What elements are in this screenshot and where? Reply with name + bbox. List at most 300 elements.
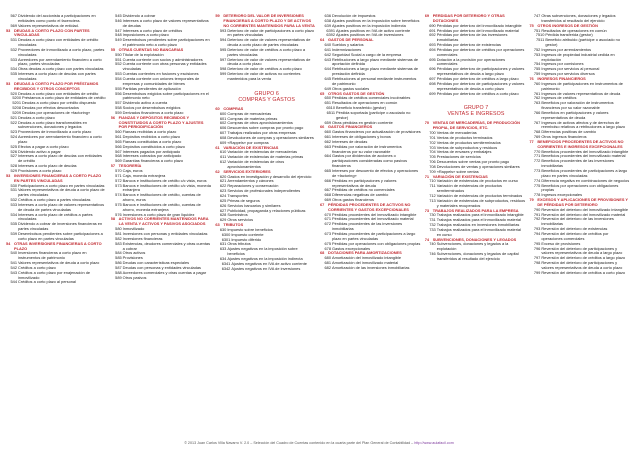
- account-label: TRABAJOS REALIZADOS PARA LA EMPRESA: [432, 207, 519, 213]
- account-label: Inversiones financieras: [122, 235, 163, 241]
- account-code: 5208: [12, 105, 21, 111]
- account-label: Sueldos y salarios: [332, 42, 364, 48]
- account-code: 671: [324, 216, 332, 222]
- account-label: Reversión del deterioro del inmovilizado intangible: [541, 206, 629, 212]
- account-code: 624: [219, 193, 227, 198]
- account-label: Provisiones a corto plazo: [18, 168, 62, 173]
- account-heading: [111, 116, 214, 131]
- account-label: Partidas pendientes de aplicación: [122, 85, 181, 91]
- account-label: Otros pasivos: [122, 274, 147, 280]
- account-label: Titular de la explotación: [122, 51, 164, 57]
- account-label: Pérdidas por deterioro de las inversiones inmobiliarias: [436, 32, 508, 43]
- account-code: 53: [6, 27, 11, 33]
- account-label: Ingresos excepcionales: [541, 192, 583, 198]
- account-code: 621: [219, 178, 227, 184]
- account-code: 544: [10, 279, 17, 285]
- account-code: 54: [6, 240, 11, 246]
- account-label: Inversiones financieras a corto plazo en instrumentos de patrimonio: [18, 250, 87, 261]
- account-label: Suministros: [227, 212, 248, 218]
- account-code: 661: [324, 134, 332, 140]
- account-label: Cuenta corriente con otras personas y entidades vinculadas: [122, 61, 207, 72]
- account-code: 795: [533, 240, 541, 246]
- account-label: Imposiciones a corto plazo: [122, 32, 169, 38]
- account-label: Ajustes positivos en IVA de inversiones: [336, 32, 404, 38]
- account-label: Pérdidas por deterioro de participaciones y valores representativos de deuda a corto plazo: [436, 80, 525, 91]
- account-label: Valores representativos de deuda a corto plazo de partes vinculadas: [18, 187, 105, 198]
- account-label: Deudas por efectos descontados: [22, 105, 79, 111]
- account-code: 527: [10, 153, 17, 159]
- account-label: Diferencia negativa en combinaciones de negocios: [541, 177, 630, 183]
- account-label: Pérdidas en participaciones y valores representativos de deuda: [332, 177, 397, 188]
- account-code: 6341: [221, 260, 231, 266]
- account-code: 567: [10, 14, 17, 18]
- account-label: Retribuciones a largo plazo mediante sistemas de prestación definida: [332, 66, 419, 77]
- account-label: Caja, moneda extranjera: [122, 172, 166, 178]
- account-code: 664: [324, 153, 332, 159]
- account-label: Ajustes negativos en IVA de inversiones: [231, 265, 301, 271]
- account-label: Beneficio atribuido (partícipe o asociado no gestor): [545, 37, 620, 48]
- account-code: 626: [219, 202, 227, 208]
- account-code: 701: [429, 134, 436, 140]
- account-label: Ingresos de valores representativos de deuda: [541, 90, 621, 96]
- account-label: Garantías financieras a corto plazo: [122, 158, 184, 164]
- account-label: Caja, euros: [122, 168, 143, 173]
- account-code: 763: [533, 100, 541, 106]
- account-label: Beneficios procedentes de participaciones a largo plazo en partes vinculadas: [541, 168, 628, 178]
- account-label: Dividendo activo a pagar: [18, 148, 61, 154]
- account-label: BENEFICIOS PROCEDENTES DE ACTIVOS NO CORRIENTES E INGRESOS EXCEPCIONALES: [537, 138, 624, 149]
- account-code: 612: [219, 159, 227, 165]
- account-code: 66: [320, 124, 325, 130]
- account-label: Inmovilizado: [122, 226, 145, 232]
- account-label: Ventas de mercaderías: [436, 130, 477, 136]
- account-label: Otras deudas a corto plazo con partes vinculadas: [18, 66, 104, 72]
- account-code: 712: [429, 193, 436, 198]
- account-code: 672: [324, 221, 332, 227]
- account-code: 74: [424, 236, 430, 242]
- account-label: Servicios bancarios y similares: [227, 202, 281, 208]
- account-label: Resultados de operaciones en común: [541, 27, 607, 33]
- account-code: 628: [219, 212, 227, 218]
- account-code: 662: [324, 138, 332, 144]
- account-label: OTROS GASTOS DE GESTIÓN: [328, 90, 385, 96]
- account-code: 699: [429, 90, 436, 96]
- account-label: Bancos e instituciones de crédito c/c vista, euros: [122, 177, 207, 183]
- account-code: 597: [219, 56, 227, 62]
- account-code: 610: [219, 149, 227, 155]
- account-label: Prestaciones de servicios: [436, 154, 481, 160]
- account-code: 607: [219, 130, 227, 136]
- account-code: 667: [324, 187, 332, 193]
- account-code: 733: [429, 226, 436, 232]
- account-label: VENTAS DE MERCADERÍAS, DE PRODUCCIÓN PROPIA, DE SERVICIOS, ETC.: [432, 120, 520, 131]
- account-code: 555: [115, 85, 122, 91]
- page-footer: [0, 441, 638, 445]
- account-label: Amortización del inmovilizado material: [332, 260, 399, 266]
- account-label: Pérdida transferida (gestor): [545, 32, 593, 38]
- account-label: Intereses a corto plazo de créditos: [122, 27, 183, 33]
- account-code: 760: [533, 80, 541, 86]
- account-label: Acreedores comerciales y otras cuentas a pagar: [122, 269, 207, 275]
- account-label: Pérdidas procedentes de las inversiones inmobiliarias: [332, 221, 403, 232]
- account-code: 638: [324, 17, 332, 23]
- account-label: Otros servicios: [227, 217, 254, 223]
- account-code: 630: [219, 226, 227, 232]
- account-code: 631: [219, 241, 227, 247]
- account-label: Subvenciones, donaciones y legados a la explotación: [436, 241, 509, 252]
- account-code: 525: [10, 143, 17, 149]
- account-code: 582: [115, 235, 122, 241]
- account-code: 791: [533, 211, 541, 217]
- account-label: Bancos e instituciones de crédito c/c vista, moneda extranjera: [122, 182, 211, 193]
- account-code: 558: [115, 105, 122, 111]
- account-label: Descuentos sobre compras por pronto pago: [227, 125, 304, 131]
- footer-link[interactable]: http://www.aulafacil.com: [414, 441, 454, 445]
- account-code: 532: [10, 46, 17, 52]
- account-label: Créditos a corto plazo al personal: [18, 279, 76, 285]
- account-code: 576: [115, 211, 122, 217]
- account-code: 5201: [12, 100, 21, 106]
- account-label: Variación de existencias de mercaderías: [227, 149, 298, 155]
- account-code: 774: [533, 177, 541, 183]
- account-label: COMPRAS: [223, 105, 244, 111]
- account-code: 769: [533, 134, 541, 140]
- account-code: 568: [115, 153, 122, 159]
- account-code: 569: [115, 158, 122, 164]
- account-code: 7510: [535, 32, 545, 38]
- account-label: Transportes: [227, 193, 248, 198]
- account-label: Servicios de profesionales independientes: [227, 188, 301, 194]
- account-label: DEUDAS A CORTO PLAZO CON PARTES VINCULADAS: [14, 27, 90, 38]
- account-label: Otros gastos sociales: [332, 85, 370, 91]
- account-label: Variación de existencias de otros aprovisionamientos: [227, 159, 285, 169]
- account-label: Ajustes negativos en IVA de activo corriente: [231, 260, 307, 266]
- account-heading: [215, 14, 318, 29]
- account-code: 702: [429, 139, 436, 145]
- account-code: 772: [533, 158, 541, 164]
- account-code: 606: [219, 125, 227, 131]
- account-code: 552: [115, 61, 122, 67]
- account-code: 535: [10, 71, 17, 77]
- account-code: 762: [533, 95, 541, 101]
- account-code: 56: [110, 114, 115, 120]
- account-label: Acreedores por arrendamiento financiero a corto plazo: [18, 134, 102, 144]
- account-entry: [529, 271, 632, 276]
- group-number: GRUPO 6: [254, 90, 279, 97]
- account-code: 693: [429, 42, 436, 48]
- account-code: 520: [10, 90, 17, 96]
- account-code: 571: [115, 172, 122, 178]
- account-label: Préstamos a corto plazo de entidades de crédito: [22, 95, 106, 101]
- account-label: Reversión del deterioro de existencias: [541, 226, 608, 232]
- account-label: Subvenciones, donaciones y legados de capital transferidos al resultado del ejercicio: [436, 251, 519, 261]
- account-label: Dividendo a cobrar: [122, 14, 156, 18]
- account-label: PÉRDIDAS POR DETERIORO Y OTRAS DOTACIONES: [432, 14, 505, 23]
- account-code: 629: [219, 217, 227, 223]
- account-label: Pérdidas por operaciones con obligaciones propias: [332, 240, 421, 246]
- account-code: 573: [115, 182, 122, 188]
- account-label: Reversión del deterioro de participaciones y valores representativos de deuda a corto plazo: [541, 260, 623, 270]
- group-heading: [215, 91, 318, 103]
- account-label: Bancos e instituciones de crédito, cuentas de ahorro, moneda extranjera: [122, 201, 201, 212]
- account-code: 554: [115, 75, 122, 81]
- account-code: 65: [320, 90, 325, 96]
- account-label: Amortización del inmovilizado intangible: [332, 255, 402, 261]
- account-label: Resultados de operaciones en común: [332, 100, 398, 106]
- account-label: Trabajos realizados para el inmovilizado material en curso: [436, 226, 521, 237]
- account-code: 761: [533, 90, 541, 96]
- column-1: [6, 14, 109, 438]
- account-code: 642: [324, 51, 332, 57]
- account-label: Devoluciones de compras y operaciones similares: [227, 134, 314, 140]
- account-code: 793: [533, 226, 541, 232]
- account-label: Pérdidas por deterioro de participaciones y valores representativos de deuda a largo plazo: [436, 66, 525, 77]
- account-label: Ingresos de participaciones en instrumentos de patrimonio: [541, 80, 623, 91]
- account-label: Beneficios procedentes de las inversiones inmobiliarias: [541, 158, 615, 169]
- account-label: Valores representativos de entidad.: [18, 22, 79, 28]
- account-label: Desembolsos pendientes sobre participaciones en el patrimonio neto a corto plazo: [122, 37, 210, 48]
- account-code: 622: [219, 183, 227, 189]
- account-code: 559: [115, 109, 122, 115]
- account-label: Deterioro de valor de créditos a corto plazo: [227, 66, 302, 72]
- account-code: 704: [429, 149, 436, 155]
- account-label: Retribuciones al personal mediante instrumentos de patrimonio: [332, 75, 417, 86]
- account-label: Descuentos sobre ventas por pronto pago: [436, 159, 510, 165]
- account-label: Ajustes negativos en la imposición sobre beneficios: [227, 246, 298, 257]
- account-label: OTROS INGRESOS DE GESTIÓN: [537, 22, 598, 28]
- account-code: 560: [115, 129, 122, 135]
- account-label: Ingresos por servicios diversos: [541, 71, 595, 77]
- account-label: Deterioro de valor de participaciones a corto plazo en partes vinculadas: [227, 27, 315, 38]
- account-label: Créditos a corto plazo: [18, 264, 56, 270]
- account-code: 543: [10, 269, 17, 275]
- account-label: Intereses por descuento de efectos y operaciones de «factoring»: [332, 168, 419, 178]
- account-code: 797: [533, 255, 541, 261]
- account-label: Reversión del deterioro del inmovilizado material: [541, 211, 626, 217]
- account-code: 660: [324, 129, 332, 135]
- account-label: Pérdidas por deterioro de créditos a corto plazo: [436, 90, 519, 96]
- account-code: 64: [320, 37, 325, 43]
- account-label: Beneficios procedentes del inmovilizado intangible: [541, 148, 629, 154]
- account-code: 523: [10, 129, 17, 135]
- account-label: Deudas con características especiales: [122, 260, 190, 266]
- account-label: Ingresos de créditos: [541, 95, 577, 101]
- account-label: Ingresos por comisiones: [541, 61, 584, 67]
- account-code: 746: [429, 251, 436, 257]
- account-code: 546: [115, 17, 122, 23]
- account-code: 53: [6, 80, 11, 86]
- account-code: 700: [429, 130, 436, 136]
- account-code: 53: [6, 172, 11, 178]
- account-code: 71: [424, 173, 430, 179]
- account-code: 528: [10, 163, 17, 169]
- account-code: 775: [533, 182, 541, 188]
- account-code: 551: [115, 56, 122, 62]
- account-label: Diferencias negativas de cambio: [332, 192, 389, 198]
- account-code: 531: [10, 187, 17, 193]
- account-code: 526: [10, 148, 17, 154]
- account-label: Pérdidas por deterioro de créditos a largo plazo: [436, 75, 519, 81]
- account-label: Beneficio transferido (gestor): [336, 105, 386, 111]
- account-label: Impuesto corriente: [231, 231, 264, 237]
- account-code: 561: [115, 134, 122, 140]
- account-label: Variación de existencias de productos terminados: [436, 193, 523, 198]
- account-code: 730: [429, 212, 436, 218]
- account-label: Intereses a corto plazo de valores representativos de deuda de partes vinculadas: [18, 201, 105, 212]
- account-code: 731: [429, 217, 436, 223]
- account-label: Cuentas corrientes en fusiones y escisiones: [122, 71, 199, 77]
- account-label: Beneficios por valoración de instrumentos financieros por su valor razonable: [541, 100, 614, 111]
- column-6: [529, 14, 632, 438]
- account-code: 539: [10, 230, 17, 236]
- account-code: 6392: [326, 32, 336, 38]
- account-label: DETERIORO DEL VALOR DE INVERSIONES FINANCIERAS A CORTO PLAZO Y DE ACTIVOS NO CORRIENTES MANTENIDOS PARA LA VENTA: [223, 14, 315, 28]
- account-code: 634: [219, 255, 227, 261]
- account-code: 600: [219, 110, 227, 116]
- account-label: Trabajos realizados en inversiones inmobiliarias: [436, 222, 520, 228]
- account-code: 587: [115, 264, 122, 270]
- account-code: 659: [324, 119, 332, 125]
- account-label: Deterioro de valor de créditos a corto plazo a partes vinculadas: [227, 46, 305, 57]
- account-label: Ingresos por arrendamientos: [541, 46, 592, 52]
- account-code: 650: [324, 95, 332, 101]
- account-label: PÉRDIDAS PROCEDENTES DE ACTIVOS NO CORRIENTES Y GASTOS EXCEPCIONALES: [328, 201, 411, 212]
- account-label: Participaciones a corto plazo en partes vinculadas: [18, 182, 105, 188]
- account-label: Ajustes negativos en la imposición indirecta: [227, 255, 303, 261]
- group-title: VENTAS E INGRESOS: [447, 111, 505, 118]
- account-code: 666: [324, 177, 332, 183]
- account-code: 754: [533, 61, 541, 67]
- account-code: 767: [533, 119, 541, 125]
- account-label: Ventas de envases y embalajes: [436, 149, 492, 155]
- account-label: Fianzas constituidas a corto plazo: [122, 138, 182, 144]
- account-label: Créditos a corto plazo por enajenación de inmovilizado: [18, 269, 91, 280]
- account-code: 542: [10, 264, 17, 270]
- account-entry: [6, 280, 109, 285]
- account-label: Pérdidas procedentes de participaciones a largo plazo en partes vinculadas: [332, 230, 416, 241]
- account-code: 609: [219, 139, 227, 145]
- account-code: 594: [219, 37, 227, 43]
- account-code: 5200: [12, 95, 21, 101]
- account-code: 548: [115, 32, 122, 38]
- account-label: Beneficios procedentes del inmovilizado material: [541, 153, 626, 159]
- account-code: 58: [110, 216, 115, 222]
- account-label: Reparaciones y conservación: [227, 183, 279, 189]
- account-code: 694: [429, 46, 436, 52]
- account-code: 668: [324, 192, 332, 198]
- account-label: Seguridad Social a cargo de la empresa: [332, 51, 402, 57]
- account-code: 796: [533, 245, 541, 251]
- account-label: Pérdidas por deterioro del inmovilizado intangible: [436, 22, 522, 28]
- account-label: Intereses de obligaciones y bonos: [332, 134, 391, 140]
- account-label: Dividendo activo a cuenta: [122, 100, 168, 106]
- account-code: 649: [324, 85, 332, 91]
- account-code: 535: [10, 221, 17, 227]
- account-code: 792: [533, 216, 541, 222]
- account-code: 713: [429, 197, 436, 203]
- account-entry: [320, 266, 423, 271]
- account-code: 570: [115, 168, 122, 173]
- account-label: Valores representativos de deuda a corto plazo: [18, 260, 100, 266]
- account-code: 633: [219, 246, 227, 252]
- account-code: 572: [115, 177, 122, 183]
- account-code: 740: [429, 241, 436, 247]
- account-label: Intereses a corto plazo de deudas con entidades de crédito: [18, 153, 102, 164]
- account-label: Depósitos constituidos a corto plazo: [122, 143, 185, 149]
- account-label: Otros ingresos financieros: [541, 134, 587, 140]
- account-label: Efectos a pagar a corto plazo: [18, 143, 69, 149]
- account-code: 580: [115, 226, 122, 232]
- account-label: Deterioro de valor de valores representativos de deuda a corto plazo de partes vinculadas: [227, 37, 311, 48]
- account-code: 690: [429, 22, 436, 28]
- group-heading: [425, 105, 528, 117]
- account-label: Intereses a corto plazo de deudas: [18, 163, 77, 169]
- account-label: Ventas de subproductos y residuos: [436, 144, 498, 150]
- account-code: 553: [115, 71, 122, 77]
- account-code: 778: [533, 192, 541, 198]
- account-label: Pérdidas por deterioro de créditos por operaciones comerciales: [436, 46, 525, 57]
- column-2: [111, 14, 214, 438]
- account-code: 639: [324, 22, 332, 28]
- account-code: 681: [324, 260, 332, 266]
- account-code: 625: [219, 197, 227, 203]
- account-code: 790: [533, 206, 541, 212]
- account-code: 584: [115, 250, 122, 256]
- account-code: 747: [533, 14, 541, 18]
- account-label: DEUDAS A CORTO PLAZO POR PRÉSTAMOS RECIBIDOS Y OTROS CONCEPTOS: [14, 80, 99, 91]
- account-code: 6301: [221, 236, 231, 242]
- account-code: 524: [10, 134, 17, 140]
- account-code: 611: [220, 154, 227, 160]
- account-label: Dividendo a cobrar de inversiones financieras en partes vinculadas: [18, 221, 103, 232]
- account-label: INGRESOS FINANCIEROS: [537, 75, 586, 81]
- account-label: INVERSIONES FINANCIERAS A CORTO PLAZO EN PARTES VINCULADAS: [14, 172, 102, 183]
- account-code: 799: [533, 269, 541, 275]
- account-code: 595: [219, 46, 227, 52]
- column-4: [320, 14, 423, 438]
- account-code: 57: [110, 163, 115, 169]
- account-label: Existencias, deudores comerciales y otras cuentas a cobrar: [122, 240, 211, 251]
- account-label: Devolución de impuestos: [332, 14, 376, 18]
- account-label: Dividendo del accionista a participaciones en entidades como punto el facenciera.: [18, 14, 96, 23]
- account-code: 522: [10, 119, 17, 125]
- account-label: Inversiones con personas y entidades vinculadas: [122, 230, 208, 236]
- account-label: Publicidad, propaganda y relaciones públicas: [227, 207, 306, 213]
- account-label: Devoluciones de ventas y operaciones similares: [436, 163, 520, 169]
- account-code: 640: [324, 42, 332, 48]
- account-label: Gastos por dividendos de acciones o participaciones consideradas como pasivos financieros: [332, 153, 408, 169]
- account-code: 532: [10, 197, 17, 203]
- account-label: Proveedores de inmovilizado a corto plazo, partes vinculadas: [18, 46, 105, 57]
- account-code: 710: [429, 178, 436, 184]
- account-label: Retribuciones a largo plazo mediante sistemas de aportación definida: [332, 56, 419, 67]
- account-label: Pérdidas por deterioro de existencias: [436, 42, 501, 48]
- account-code: 79: [529, 197, 534, 203]
- account-code: 598: [219, 66, 227, 72]
- account-label: Otros gastos financieros: [332, 197, 374, 203]
- account-label: Pérdidas por valoración de instrumentos financieros por su valor razonable: [332, 143, 402, 154]
- account-code: 636: [324, 14, 332, 18]
- account-code: 751: [533, 27, 541, 33]
- account-code: 545: [115, 14, 122, 18]
- account-label: Deterioro de valor de valores representativos de deuda a corto plazo: [227, 56, 311, 67]
- account-label: Derivados financieros a corto plazo: [122, 109, 184, 115]
- account-label: Trabajos realizados para el inmovilizado material: [436, 217, 521, 223]
- account-label: Indemnizaciones: [332, 46, 362, 52]
- account-code: 60: [215, 105, 220, 111]
- group-title: COMPRAS Y GASTOS: [238, 96, 295, 103]
- account-code: 670: [324, 211, 332, 217]
